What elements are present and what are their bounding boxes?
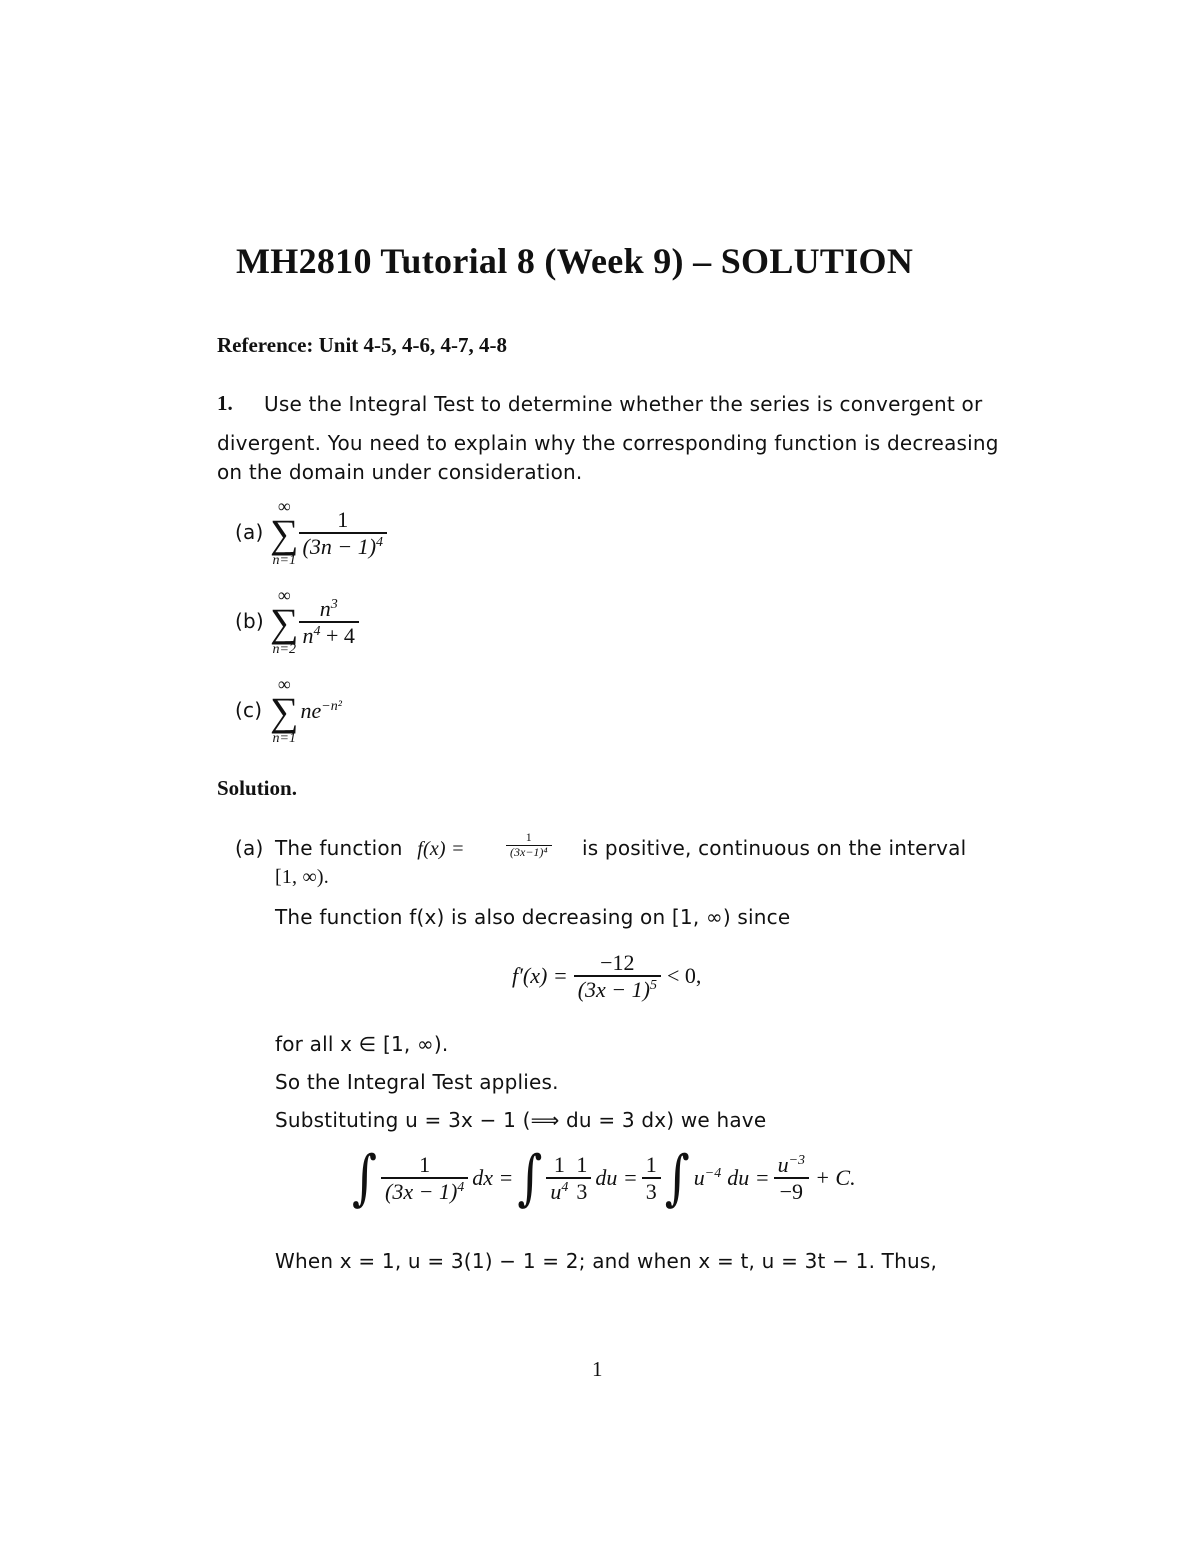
solution-a-line-1: The function f(x) = [275,836,465,860]
page-number: 1 [592,1357,603,1381]
solution-a-line-7: When x = 1, u = 3(1) − 1 = 2; and when x = t, u = 3t − 1. Thus, [275,1249,938,1273]
series-c-term: $ne^{-n^2}$ [300,698,342,723]
integral-sign-2: ∫ [517,1143,543,1213]
integral-sign-3: ∫ [664,1143,690,1213]
question-text-line-1: Use the Integral Test to determine whether the series is convergent or [264,392,983,416]
solution-a-line-6: Substituting u = 3x − 1 (⟹ du = 3 dx) we have [275,1108,767,1132]
sum-symbol-a: ∞ ∑ n=1 [270,496,299,568]
solution-a-line-5: So the Integral Test applies. [275,1070,559,1094]
integral-equation: ∫ $\frac{1}{(3x - 1)^4}$ dx = ∫ $\frac{1}{u^4}$ $\frac{1}{3}$ du = $\frac{1}{3}$ ∫ $u^{-4}$ du = $\frac{u^{-3}}{-9}$ + C. [352,1143,856,1213]
series-c [270,675,342,747]
sum-symbol-b: ∞ ∑ n=2 [270,585,299,657]
solution-a-label: (a) [235,836,264,860]
solution-heading: Solution. [217,776,297,800]
document-title: MH2810 Tutorial 8 (Week 9) – SOLUTION [236,241,914,281]
series-a-fraction: $\frac{1}{(3n - 1)^4}$ [299,507,388,559]
series-a [270,497,387,569]
part-a-label: (a) [235,520,264,544]
question-text-line-2: divergent. You need to explain why the corresponding function is decreasing [217,431,999,455]
solution-a-f-fraction: $\frac{1}{\text{(3x−1)⁴}}$ [506,831,552,860]
reference-line: Reference: Unit 4-5, 4-6, 4-7, 4-8 [217,333,508,357]
solution-a-line-4: for all x ∈ [1, ∞). [275,1032,449,1056]
solution-a-line-3: The function f(x) is also decreasing on [1, ∞) since [275,905,791,929]
sum-symbol-c: ∞ ∑ n=1 [270,674,299,746]
part-c-label: (c) [235,698,263,722]
question-text-line-3: on the domain under consideration. [217,460,583,484]
part-b-label: (b) [235,609,264,633]
solution-a-line-2: [1, ∞). [275,866,329,888]
question-number: 1. [217,391,233,415]
series-b-fraction: $\frac{n^3}{n^4 + 4}$ [299,596,359,648]
series-b [270,586,359,658]
integral-sign-1: ∫ [352,1143,378,1213]
derivative-equation: f′(x) = $\frac{-12}{(3x - 1)^5}$ < 0, [512,950,702,1002]
solution-a-line-1-end: is positive, continuous on the interval [582,836,967,860]
